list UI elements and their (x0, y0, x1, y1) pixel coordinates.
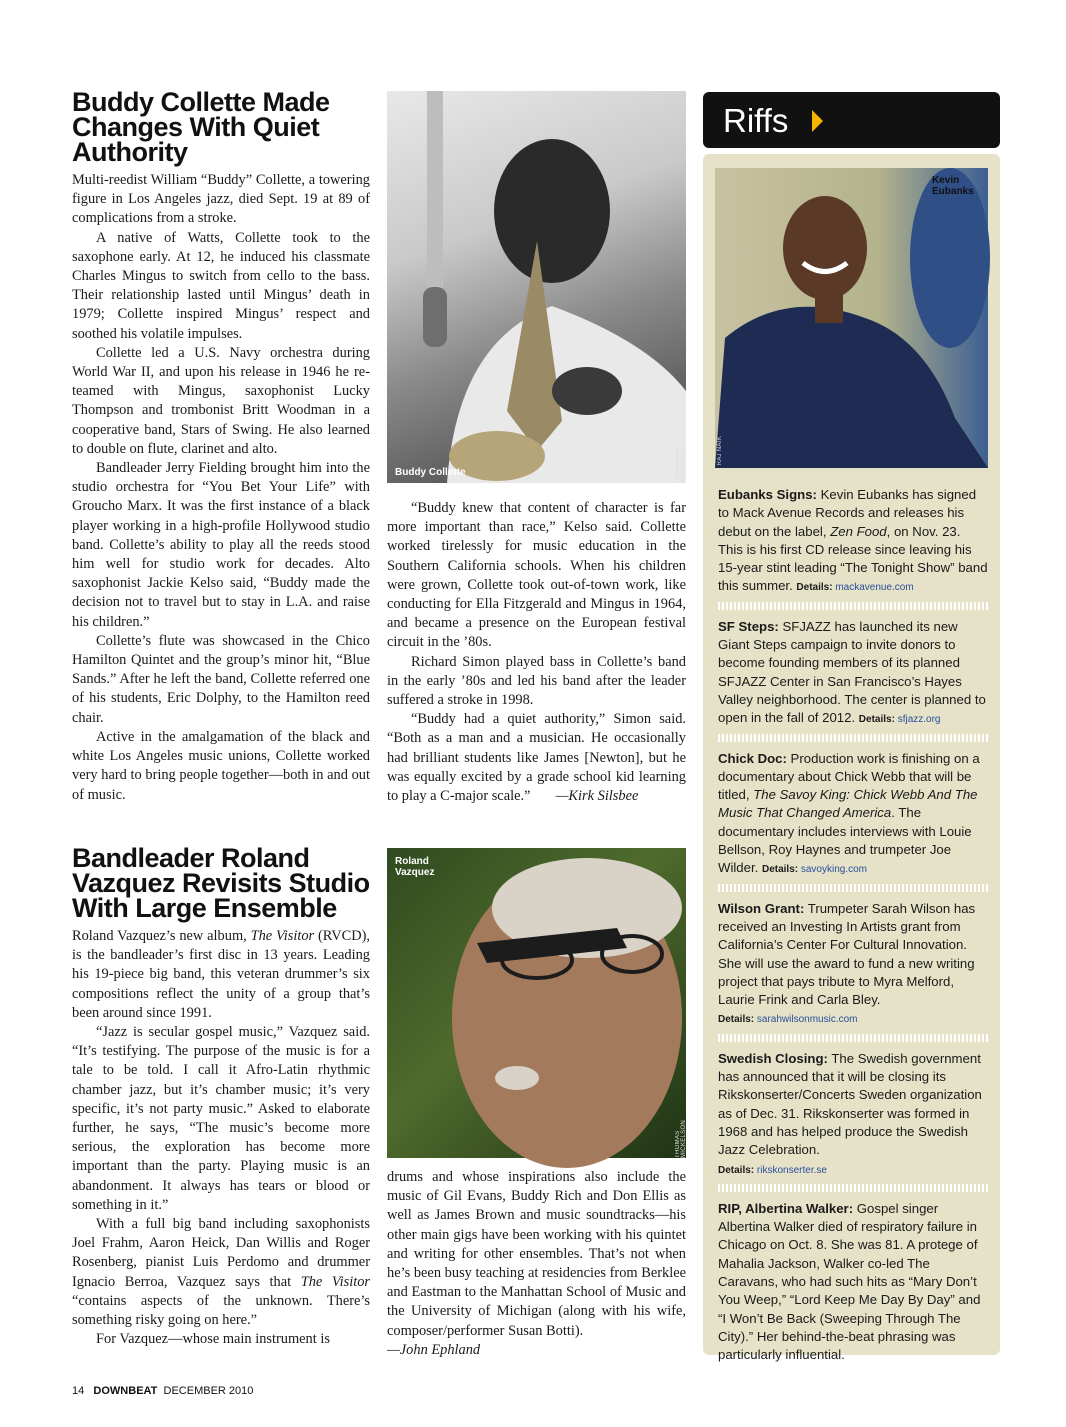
riff-divider (718, 1034, 988, 1042)
article2-text: With a full big band including saxophonists Joel Frahm, Aaron Heick, Dan Willis and Roger Rosenberg, pianist Luis Perdomo and drummer Ignacio Berroa, Vazquez says that (72, 1216, 370, 1290)
roland-vazquez-photo (387, 848, 686, 1158)
riff-item (718, 486, 988, 598)
article2-headline: Bandleader Roland Vazquez Revisits Studio With Large Ensemble (72, 843, 370, 923)
article2-text: Roland Vazquez’s new album, (72, 928, 251, 944)
article1-paragraph: Bandleader Jerry Fielding brought him into the studio orchestra for “You Bet Your Life” with Groucho Marx. It was the first instance of a black player working in a high-profile Hollywood studio band. Collette’s ability to play all the reeds stood him well for studio work for decades. Alto saxophonist Jackie Kelso said, “Buddy made the decision not to travel but to stay in L.A. and raise his children.” (72, 460, 370, 630)
riff-item (718, 1200, 988, 1365)
riff-link[interactable]: sfjazz.org (897, 714, 941, 726)
riff-item (718, 1050, 988, 1180)
album-title: The Visitor (300, 1273, 370, 1290)
roland-vazquez-credit: THOMAS MICKELSON (675, 1119, 687, 1158)
riff-item (718, 750, 988, 880)
riff-lead: Chick Doc: (718, 750, 787, 766)
article2-text: (RVCD), is the bandleader’s first disc in 13 years. Leading his 19-piece big band, this veteran drummer’s six compositions reflect the unity of a group that’s been around since 1991. (72, 928, 371, 1021)
riff-em: The Savoy King: Chick Webb And The Music That Changed America (718, 787, 978, 821)
article1-quote: “Buddy had a quiet authority,” Simon said. “Both as a man and a musician. He occasionally had brilliant students like James [Newton], but he was equally excited by a grade school kid learning to play a C-major scale.” (387, 711, 686, 805)
magazine-name: DOWNBEAT (93, 1385, 158, 1397)
page-footer (72, 1385, 253, 1397)
caption-text: Roland Vazquez (395, 856, 435, 878)
riff-divider (718, 1184, 988, 1192)
article1-paragraph: Active in the amalgamation of the black and white Los Angeles music unions, Collette worked very hard to bring people together—both in and out of music. (72, 728, 370, 803)
article1-headline: Buddy Collette Made Changes With Quiet Authority (72, 87, 330, 167)
riff-text: . The documentary includes interviews with Louie Bellson, Roy Haynes and trumpeter Joe Wilder. (718, 805, 972, 876)
riff-text: Production work is finishing on a documentary about Chick Webb that will be titled, (718, 750, 980, 803)
riffs-header (703, 92, 1000, 148)
issue-date: DECEMBER 2010 (163, 1385, 254, 1397)
article2-byline: —John Ephland (387, 1341, 481, 1358)
riff-text: Kevin Eubanks has signed to Mack Avenue Records and releases his debut on the label, (718, 487, 977, 539)
details-label: Details: (796, 582, 833, 594)
riff-link[interactable]: rikskonserter.se (756, 1164, 827, 1176)
details-label: Details: (761, 864, 799, 876)
article2-text: “contains aspects of the unknown. There’s something risky going on here.” (72, 1292, 370, 1329)
riffs-title: Riffs (723, 102, 789, 139)
buddy-collette-caption: Buddy Collette (395, 467, 466, 478)
article1-paragraph: Multi-reedist William “Buddy” Collette, a towering figure in Los Angeles jazz, died Sept. 19 at 89 of complications from a stroke. (72, 172, 370, 227)
article2-paragraph: drums and whose inspirations also include the music of Gil Evans, Buddy Rich and Don Ellis as well as James Brown and music soundtracks—his other main gigs have been working with his quintet and writing for other ensembles. That’s not when he’s been busy teaching at residencies from Berklee and Eastman to the Manhattan School of Music and the University of Michigan (along with his wife, composer/performer Susan Botti). (387, 1169, 686, 1339)
riff-text: SFJAZZ has launched its new Giant Steps campaign to invite donors to become founding members of its planned SFJAZZ Center in San Francisco’s Hayes Valley neighborhood. The center is planned to open in the fall of 2012. (718, 618, 986, 726)
article1-paragraph: A native of Watts, Collette took to the saxophone early. At 12, he induced his classmate Charles Mingus to switch from cello to the bass. Their relationship lasted until Mingus’ death in 1979; Collette inspired Mingus’ respect and soothed his volatile impulses. (72, 229, 370, 342)
article1-paragraph: Richard Simon played bass in Collette’s band in the early ’80s and led his band after the leader suffered a stroke in 1998. (387, 653, 686, 709)
roland-vazquez-caption (395, 856, 455, 878)
article2-paragraph (72, 1215, 370, 1330)
details-label: Details: (858, 714, 895, 726)
riff-details (718, 1014, 858, 1025)
riff-link[interactable]: savoyking.com (800, 864, 868, 876)
article2-paragraph: “Jazz is secular gospel music,” Vazquez said. “It’s testifying. The purpose of the music is for a tale to be told. I call it Afro-Latin rhythmic chamber jazz, but it’s chamber music; it’s very specific, it’s not party music.” Asked to elaborate further, he says, “The music’s become more serious, the exploration has become more important than the party. Playing music is an abandonment. It always has tears or blood or something in it.” (72, 1024, 370, 1213)
kevin-eubanks-photo (715, 168, 988, 468)
riff-lead: SF Steps: (718, 618, 779, 634)
buddy-collette-illustration (387, 91, 686, 483)
kevin-eubanks-caption: Kevin Eubanks (932, 175, 974, 197)
riff-item (718, 618, 988, 730)
riff-details (718, 1165, 827, 1176)
article1-paragraph: Collette’s flute was showcased in the Chico Hamilton Quintet and the group’s minor hit, “Blue Sands.” After he left the band, Collette referred one of his students, Eric Dolphy, to the Hamilton reed chair. (72, 632, 370, 726)
riff-lead: Eubanks Signs: (718, 487, 817, 502)
riff-lead: Wilson Grant: (718, 900, 805, 916)
riff-divider (718, 884, 988, 892)
article2-paragraph (72, 927, 370, 1023)
article2-left-column (72, 843, 371, 1349)
buddy-collette-credit: DOWNBEAT ARCHIVES (675, 446, 687, 483)
riff-text: , on Nov. 23. This is his first CD release since leaving his 15-year stint leading “The Tonight Show” band this summer. (718, 523, 988, 594)
riff-em: Zen Food (830, 523, 887, 539)
riff-item (718, 900, 988, 1030)
article2-paragraph: For Vazquez—whose main instrument is (96, 1331, 330, 1348)
details-label: Details: (718, 1164, 755, 1176)
kevin-eubanks-illustration (715, 168, 988, 468)
article1-paragraph: Collette led a U.S. Navy orchestra during World War II, and upon his release in 1946 he re-teamed with Mingus, saxophonist Lucky Thompson and trombonist Britt Woodman in a cooperative band, Stars of Swing. He also learned to double on flute, clarinet and alto. (72, 344, 370, 457)
riff-text: The Swedish government has announced that it will be closing its Rikskonserter/Concerts Sweden organization as of Dec. 31. Rikskonserter was formed in 1968 and has helped produce the Swedish Jazz Celebration. (718, 1050, 982, 1158)
album-title: The Visitor (250, 928, 315, 944)
roland-vazquez-illustration (387, 848, 686, 1158)
article1-right-column (387, 499, 686, 806)
details-label: Details: (718, 1014, 755, 1026)
riff-details (762, 864, 867, 875)
riff-link[interactable]: sarahwilsonmusic.com (756, 1014, 858, 1026)
riff-text: Gospel singer Albertina Walker died of respiratory failure in Chicago on Oct. 8. She was 81. A protege of Mahalia Jackson, Walker co-led The Caravans, who had such hits as “Mary Don’t You Weep,” “Lord Keep Me Day By Day” and “I Won’t Be Back (Sweeping Through The City).” Her behind-the-beat phrasing was particularly influential. (718, 1200, 981, 1363)
riff-divider (718, 734, 988, 742)
article1-byline: —Kirk Silsbee (555, 788, 639, 805)
riff-text: Trumpeter Sarah Wilson has received an Investing In Artists grant from California’s Center For Cultural Innovation. She will use the award to fund a new writing project that pays tribute to Myra Melford, Laurie Frink and Carla Bley. (718, 900, 976, 1008)
riffs-panel (703, 154, 1000, 1363)
kevin-eubanks-credit: RAJ NAIK (717, 436, 723, 466)
article2-right-column (387, 1168, 686, 1360)
riff-details (796, 582, 913, 593)
page-number: 14 (72, 1385, 85, 1397)
riff-lead: RIP, Albertina Walker: (718, 1200, 854, 1216)
article1-paragraph (387, 710, 686, 806)
riff-divider (718, 602, 988, 610)
riff-lead: Swedish Closing: (718, 1050, 828, 1066)
riff-link[interactable]: mackavenue.com (835, 582, 914, 594)
article1-paragraph: “Buddy knew that content of character is far more important than race,” Kelso said. Collette worked tirelessly for music education in the Southern California schools. When his children were grown, Collette took out-of-town work, like conducting for Ella Fitzgerald and Mingus in 1964, and became a presence on the European festival circuit in the ’80s. (387, 500, 686, 651)
riffs-items (718, 486, 988, 1364)
arrow-right-icon (812, 110, 823, 132)
buddy-collette-photo (387, 91, 686, 483)
riff-details (859, 714, 941, 725)
article1-left-column (72, 87, 370, 805)
